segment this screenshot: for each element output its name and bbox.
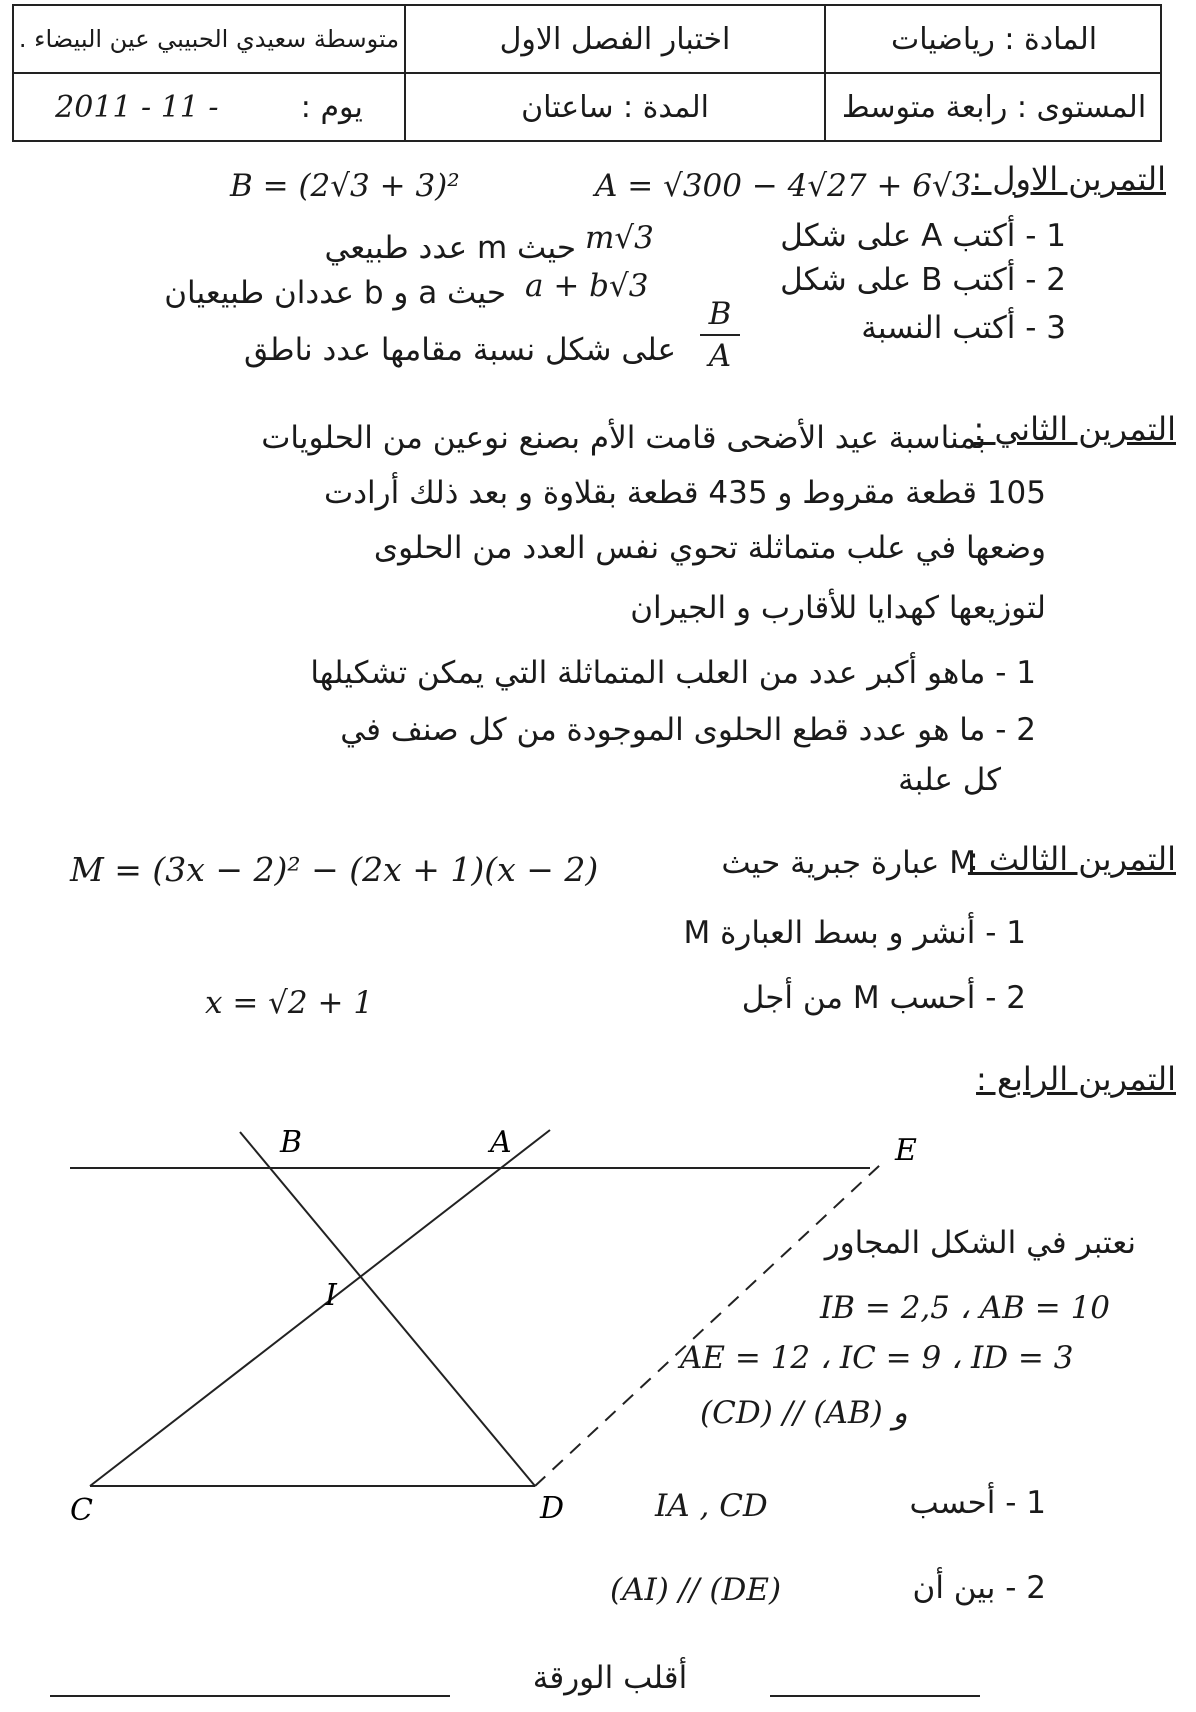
ex2-text-line3: وضعها في علب متماثلة تحوي نفس العدد من الحلوى xyxy=(373,530,1046,566)
ex1-title: التمرين الاول : xyxy=(971,160,1166,198)
ex1-q2-form: a + b√3 xyxy=(525,268,649,304)
subject: المادة : رياضيات xyxy=(890,21,1098,57)
ex1-q2-condition: حيث a و b عددان طبيعيان xyxy=(164,275,506,311)
ex4-title: التمرين الرابع : xyxy=(976,1060,1176,1098)
ex4-q2-value: (AI) // (DE) xyxy=(610,1572,782,1608)
level: المستوى : رابعة متوسط xyxy=(841,89,1147,125)
ex4-given-1: IB = 2,5 ، AB = 10 xyxy=(820,1290,1111,1326)
ex2-text-line4: لتوزيعها كهدايا للأقارب و الجيران xyxy=(630,590,1046,626)
ex1-q1-condition: حيث m عدد طبيعي xyxy=(324,230,576,266)
point-I-label: I xyxy=(325,1278,337,1313)
ex1-q3-fraction xyxy=(700,296,740,374)
ex1-q1: 1 - أكتب A على شكل xyxy=(780,218,1066,254)
ex4-given-3: و (AB) // (CD) xyxy=(700,1395,908,1431)
ex2-text-line1: بمناسبة عيد الأضحى قامت الأم بصنع نوعين من الحلويات xyxy=(261,420,986,456)
point-B-label: B xyxy=(280,1125,303,1160)
school-name: متوسطة سعيدي الحبيبي عين البيضاء . xyxy=(18,25,400,53)
geometry-figure xyxy=(0,1110,920,1550)
exam-date: 2011 - 11 - xyxy=(55,89,219,125)
line-AC xyxy=(90,1130,550,1486)
duration: المدة : ساعتان xyxy=(521,89,709,125)
line-BD xyxy=(240,1132,535,1486)
exam-title: اختبار الفصل الاول xyxy=(499,21,731,57)
ex4-intro: نعتبر في الشكل المجاور xyxy=(824,1225,1136,1261)
ex3-M-expression: M = (3x − 2)² − (2x + 1)(x − 2) xyxy=(70,850,599,889)
ex2-text-line2: 105 قطعة مقروط و 435 قطعة بقلاوة و بعد ذلك أرادت xyxy=(324,475,1046,511)
header-table xyxy=(12,4,1162,142)
point-D-label: D xyxy=(540,1491,565,1526)
ex1-q2: 2 - أكتب B على شكل xyxy=(780,262,1066,298)
footer-turn-page: أقلب الورقة xyxy=(532,1660,688,1696)
ex1-B-expression: B = (2√3 + 3)² xyxy=(230,168,460,204)
ex2-q2: 2 - ما هو عدد قطع الحلوى الموجودة من كل صنف في xyxy=(340,712,1036,748)
footer-rule-left xyxy=(50,1695,450,1697)
ex2-q1: 1 - ماهو أكبر عدد من العلب المتماثلة التي يمكن تشكيلها xyxy=(310,655,1036,691)
point-E-label: E xyxy=(895,1133,917,1168)
ex1-q3: 3 - أكتب النسبة xyxy=(861,310,1066,346)
ex2-title: التمرين الثاني : xyxy=(973,410,1176,448)
footer-rule-right xyxy=(770,1695,980,1697)
ex3-q2: 2 - أحسب M من أجل xyxy=(741,980,1026,1016)
ex1-A-expression: A = √300 − 4√27 + 6√3 xyxy=(595,168,972,204)
date-cell xyxy=(14,74,404,140)
day-label: يوم : xyxy=(300,89,363,125)
ex4-q1: 1 - أحسب xyxy=(909,1485,1046,1521)
ex1-q3-condition: على شكل نسبة مقامها عدد ناطق xyxy=(244,332,676,368)
ex3-intro: M عبارة جبرية حيث xyxy=(721,845,976,881)
fraction-numerator: B xyxy=(708,296,732,332)
point-A-label: A xyxy=(490,1125,512,1160)
ex4-q2: 2 - بين أن xyxy=(912,1570,1046,1606)
ex3-q2-value: x = √2 + 1 xyxy=(205,985,374,1021)
ex2-q2-continued: كل علبة xyxy=(898,762,1001,798)
ex4-q1-values: IA , CD xyxy=(655,1488,768,1524)
ex1-q1-form: m√3 xyxy=(585,220,654,256)
fraction-denominator: A xyxy=(708,338,732,374)
ex4-given-2: AE = 12 ، IC = 9 ، ID = 3 xyxy=(680,1340,1074,1376)
ex3-q1: 1 - أنشر و بسط العبارة M xyxy=(683,915,1026,951)
ex3-title: التمرين الثالث : xyxy=(967,840,1176,878)
fraction-bar xyxy=(700,334,740,336)
point-C-label: C xyxy=(70,1493,93,1528)
